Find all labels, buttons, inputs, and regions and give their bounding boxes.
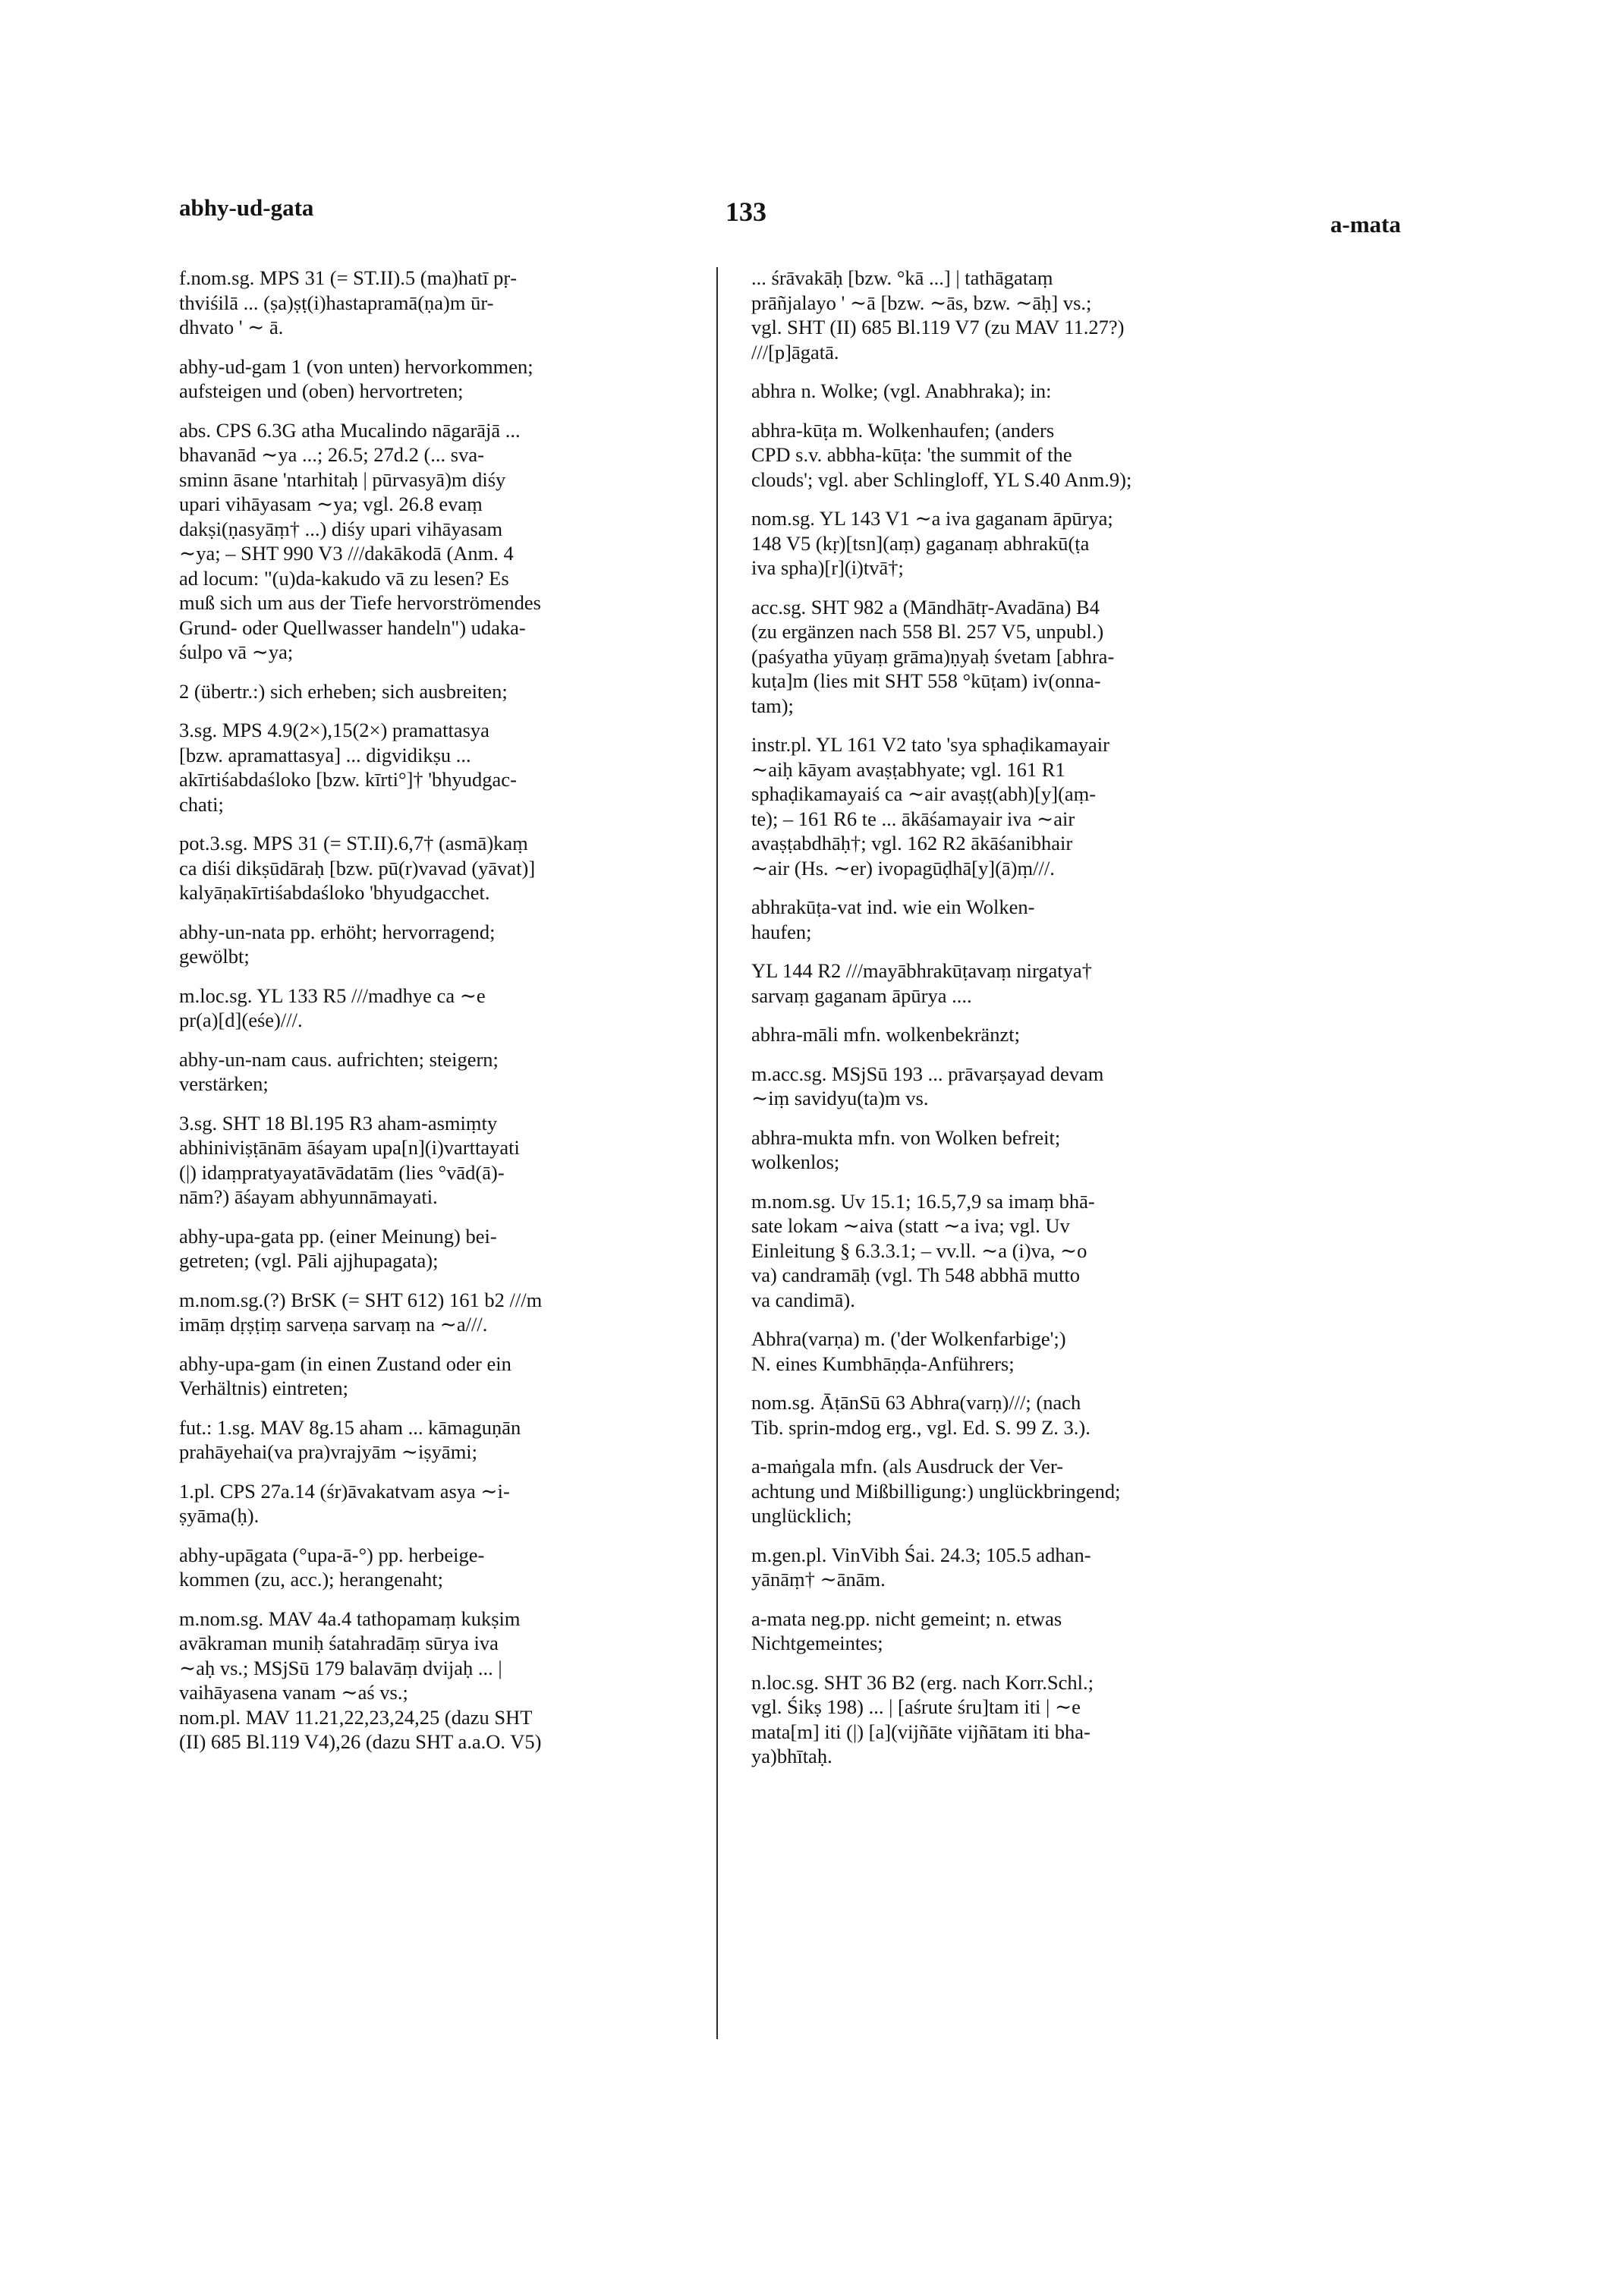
entry-line: prahāyehai(va pra)vrajyām ∼iṣyāmi; [179,1440,478,1463]
dictionary-entry [179,718,725,817]
dictionary-entry [179,679,725,704]
entry-line: abhy-un-nam caus. aufrichten; steigern; [179,1047,499,1071]
entry-line: upari vihāyasam ∼ya; vgl. 26.8 evaṃ [179,493,483,515]
entry-line: va) candramāḥ (vgl. Th 548 abbhā mutto [751,1264,1080,1286]
entry-line: muß sich um aus der Tiefe hervorströmendes [179,591,541,614]
entry-line: va candimā). [751,1288,855,1311]
entry-line: abhrakūṭa-vat ind. wie ein Wolken- [751,895,1035,918]
entry-line: 2 (übertr.:) sich erheben; sich ausbreiten; [179,679,508,703]
dictionary-entry [179,983,725,1033]
entry-line: vaihāyasena vanam ∼aś vs.; [179,1681,408,1704]
entry-line: acc.sg. SHT 982 a (Māndhātṛ-Avadāna) B4 [751,595,1100,618]
dictionary-entry [751,1327,1342,1376]
entry-line: ∼ya; – SHT 990 V3 ///dakākodā (Anm. 4 [179,542,514,565]
entry-line: m.nom.sg.(?) BrSK (= SHT 612) 161 b2 ///m [179,1288,543,1311]
entry-line: (zu ergänzen nach 558 Bl. 257 V5, unpubl.) [751,620,1104,643]
entry-line: ∼air (Hs. ∼er) ivopagūḍhā[y](ā)ṃ///. [751,856,1055,880]
dictionary-entry [751,1022,1342,1047]
entry-line: abhy-ud-gam 1 (von unten) hervorkommen; [179,354,533,378]
dictionary-entry [751,895,1342,944]
entry-line: [bzw. apramattasya] ... digvidikṣu ... [179,743,471,766]
dictionary-entry [179,831,725,905]
entry-line: a-maṅgala mfn. (als Ausdruck der Ver- [751,1455,1064,1478]
entry-line: aufsteigen und (oben) hervortreten; [179,379,464,402]
entry-line: m.gen.pl. VinVibh Śai. 24.3; 105.5 adhan- [751,1543,1091,1566]
dictionary-entry [751,1543,1342,1592]
dictionary-entry [179,1479,725,1528]
entry-line: sphaḍikamayaiś ca ∼air avaṣṭ(abh)[y](aṃ- [751,782,1097,805]
dictionary-entry [751,595,1342,719]
page-number: 133 [725,197,766,227]
entry-line: te); – 161 R6 te ... ākāśamayair iva ∼air [751,807,1075,830]
entry-line: Tib. sprin-mdog erg., vgl. Ed. S. 99 Z. 3.). [751,1415,1091,1439]
entry-line: ad locum: "(u)da-kakudo vā zu lesen? Es [179,566,509,590]
entry-line: iva spha)[r](i)tvā†; [751,556,904,579]
dictionary-entry [751,958,1342,1008]
dictionary-entry [751,1607,1342,1656]
dictionary-entry [751,1125,1342,1175]
entry-line: avākraman muniḥ śatahradāṃ sūrya iva [179,1632,499,1654]
dictionary-entry [751,1670,1342,1769]
entry-line: nom.sg. ĀṭānSū 63 Abhra(varṇ)///; (nach [751,1391,1081,1414]
entry-line: sarvaṃ gaganam āpūrya .... [751,983,972,1007]
dictionary-entry [751,1062,1342,1111]
entry-line: abs. CPS 6.3G atha Mucalindo nāgarājā ... [179,418,521,442]
entry-line: abhra-mukta mfn. von Wolken befreit; [751,1125,1061,1149]
entry-line: CPD s.v. abbha-kūṭa: 'the summit of the [751,443,1072,466]
entry-line: clouds'; vgl. aber Schlingloff, YL S.40 Anm.9); [751,467,1132,491]
entry-line: mata[m] iti (|) [a](vijñāte vijñātam iti bha- [751,1720,1091,1743]
entry-line: nām?) āśayam abhyunnāmayati. [179,1185,438,1208]
entry-line: achtung und Mißbilligung:) unglückbringend; [751,1479,1121,1503]
entry-line: 1.pl. CPS 27a.14 (śr)āvakatvam asya ∼i- [179,1479,510,1503]
dictionary-entry [179,1543,725,1592]
right-running-headword: a-mata [1330,211,1401,238]
entry-line: abhy-upa-gata pp. (einer Meinung) bei- [179,1224,497,1248]
entry-line: abhy-upāgata (°upa-ā-°) pp. herbeige- [179,1543,485,1566]
entry-line: kalyāṇakīrtiśabdaśloko 'bhyudgacchet. [179,881,490,904]
entry-line: abhiniviṣṭānām āśayam upa[n](i)varttayati [179,1136,520,1159]
dictionary-entry [751,1390,1342,1440]
entry-line: f.nom.sg. MPS 31 (= ST.II).5 (ma)hatī pṛ- [179,266,518,289]
entry-line: ∼iṃ savidyu(ta)m vs. [751,1087,929,1109]
entry-line: Nichtgemeintes; [751,1632,883,1654]
entry-line: m.acc.sg. MSjSū 193 ... prāvarṣayad devam [751,1062,1104,1085]
dictionary-entry [179,1047,725,1097]
dictionary-entry [179,1607,725,1755]
entry-line: abhra n. Wolke; (vgl. Anabhraka); in: [751,379,1052,402]
entry-line: unglücklich; [751,1504,852,1527]
entry-line: wolkenlos; [751,1150,840,1173]
dictionary-entry [751,418,1342,493]
entry-line: verstärken; [179,1072,269,1095]
entry-line: tam); [751,694,794,717]
entry-line: vgl. SHT (II) 685 Bl.119 V7 (zu MAV 11.27?) [751,316,1125,338]
entry-line: m.nom.sg. Uv 15.1; 16.5,7,9 sa imaṃ bhā- [751,1189,1095,1213]
dictionary-entry [179,1111,725,1210]
entry-line: ///[p]āgatā. [751,340,839,363]
entry-line: avaṣṭabdhāḥ†; vgl. 162 R2 ākāśanibhair [751,832,1073,854]
column-divider [716,267,718,2039]
dictionary-entry [179,1352,725,1401]
dictionary-entry [751,266,1342,364]
dictionary-entry [179,1288,725,1337]
entry-line: abhy-upa-gam (in einen Zustand oder ein [179,1352,511,1375]
dictionary-entry [751,506,1342,581]
entry-line: chati; [179,792,224,816]
entry-line: getreten; (vgl. Pāli ajjhupagata); [179,1249,439,1272]
entry-line: ... śrāvakāḥ [bzw. °kā ...] | tathāgataṃ [751,266,1053,289]
page-header [179,194,1401,240]
entry-line: m.nom.sg. MAV 4a.4 tathopamaṃ kukṣim [179,1607,521,1630]
entry-line: akīrtiśabdaśloko [bzw. kīrti°]† 'bhyudgac- [179,768,517,791]
dictionary-entry [179,1224,725,1273]
entry-line: pot.3.sg. MPS 31 (= ST.II).6,7† (asmā)kaṃ [179,832,528,854]
entry-line: Verhältnis) eintreten; [179,1377,348,1399]
entry-line: YL 144 R2 ///mayābhrakūṭavaṃ nirgatya† [751,959,1092,982]
left-running-headword: abhy-ud-gata [179,194,314,221]
entry-line: haufen; [751,920,812,943]
entry-line: ca diśi dikṣūdāraḥ [bzw. pū(r)vavad (yāvat)] [179,856,536,880]
entry-line: (II) 685 Bl.119 V4),26 (dazu SHT a.a.O. V5) [179,1730,542,1753]
entry-line: N. eines Kumbhāṇḍa-Anführers; [751,1352,1015,1375]
entry-line: abhy-un-nata pp. erhöht; hervorragend; [179,920,496,943]
entry-line: gewölbt; [179,945,250,968]
right-column [751,266,1342,1783]
left-column [179,266,725,1769]
dictionary-entry [179,354,725,404]
entry-line: 148 V5 (kṛ)[tsn](aṃ) gaganaṃ abhrakū(ṭa [751,531,1090,555]
entry-line: 3.sg. MPS 4.9(2×),15(2×) pramattasya [179,719,489,741]
entry-line: a-mata neg.pp. nicht gemeint; n. etwas [751,1607,1062,1630]
dictionary-entry [751,379,1342,404]
entry-line: yānāṃ† ∼ānām. [751,1568,886,1591]
entry-line: sminn āsane 'ntarhitaḥ | pūrvasyā)m diśy [179,467,506,491]
entry-line: thviśilā ... (ṣa)ṣṭ(i)hastapramā(ṇa)m ūr- [179,291,494,314]
entry-line: prāñjalayo ' ∼ā [bzw. ∼ās, bzw. ∼āḥ] vs.; [751,291,1092,314]
entry-line: 3.sg. SHT 18 Bl.195 R3 aham-asmiṃty [179,1111,498,1135]
dictionary-entry [751,732,1342,880]
entry-line: instr.pl. YL 161 V2 tato 'sya sphaḍikamayair [751,733,1109,756]
dictionary-entry [179,920,725,969]
entry-line: ṣyāma(ḥ). [179,1504,260,1527]
dictionary-entry [179,418,725,665]
entry-line: abhra-māli mfn. wolkenbekränzt; [751,1023,1020,1046]
entry-line: dakṣi(ṇasyāṃ† ...) diśy upari vihāyasam [179,517,503,540]
entry-line: n.loc.sg. SHT 36 B2 (erg. nach Korr.Schl.; [751,1670,1094,1694]
entry-line: nom.pl. MAV 11.21,22,23,24,25 (dazu SHT [179,1705,533,1729]
entry-line: śulpo vā ∼ya; [179,640,294,663]
entry-line: ∼aiḥ kāyam avaṣṭabhyate; vgl. 161 R1 [751,757,1065,781]
entry-line: abhra-kūṭa m. Wolkenhaufen; (anders [751,418,1055,442]
entry-line: kommen (zu, acc.); herangenaht; [179,1568,444,1591]
dictionary-entry [751,1189,1342,1313]
entry-line: imāṃ dṛṣṭiṃ sarveṇa sarvaṃ na ∼a///. [179,1313,488,1336]
entry-line: Abhra(varṇa) m. ('der Wolkenfarbige';) [751,1327,1066,1350]
entry-line: fut.: 1.sg. MAV 8g.15 aham ... kāmaguṇān [179,1415,521,1439]
entry-line: nom.sg. YL 143 V1 ∼a iva gaganam āpūrya; [751,507,1113,530]
entry-line: ∼aḥ vs.; MSjSū 179 balavāṃ dvijaḥ ... | [179,1656,502,1679]
entry-line: m.loc.sg. YL 133 R5 ///madhye ca ∼e [179,983,486,1007]
entry-line: ya)bhītaḥ. [751,1745,832,1767]
entry-line: dhvato ' ∼ ā. [179,316,284,338]
entry-line: Einleitung § 6.3.3.1; – vv.ll. ∼a (i)va, ∼o [751,1238,1087,1262]
dictionary-entry [179,266,725,340]
dictionary-entry [179,1415,725,1465]
entry-line: bhavanād ∼ya ...; 26.5; 27d.2 (... sva- [179,443,484,466]
dictionary-entry [751,1454,1342,1528]
entry-line: kuṭa]m (lies mit SHT 558 °kūṭam) iv(onna- [751,669,1101,692]
entry-line: Grund- oder Quellwasser handeln") udaka- [179,615,526,639]
entry-line: vgl. Śikṣ 198) ... | [aśrute śru]tam iti | ∼e [751,1695,1081,1718]
entry-line: pr(a)[d](eśe)///. [179,1009,303,1031]
entry-line: (paśyatha yūyaṃ grāma)ṇyaḥ śvetam [abhra- [751,644,1115,668]
entry-line: (|) idaṃpratyayatāvādatām (lies °vād(ā)- [179,1160,505,1184]
entry-line: sate lokam ∼aiva (statt ∼a iva; vgl. Uv [751,1214,1070,1237]
